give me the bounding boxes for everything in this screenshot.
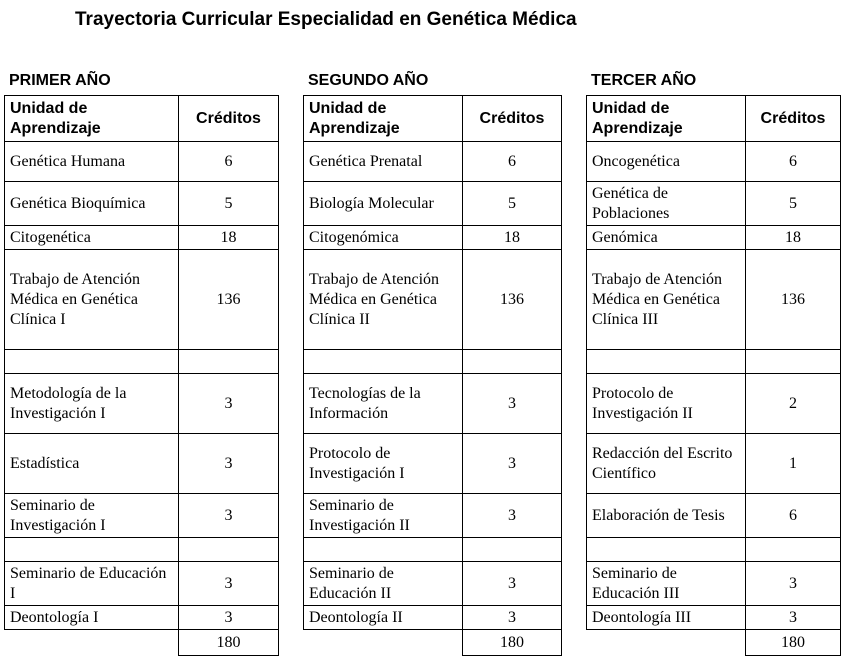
unit-cell: Deontología I — [5, 606, 179, 630]
table-row — [587, 350, 841, 374]
table-row — [5, 350, 279, 374]
credits-cell: 6 — [746, 142, 841, 182]
unit-cell — [304, 538, 463, 562]
table-row — [587, 538, 841, 562]
credits-cell: 1 — [746, 434, 841, 494]
unit-cell — [587, 538, 746, 562]
credits-cell: 6 — [746, 494, 841, 538]
table-row — [304, 494, 562, 538]
total-row — [304, 630, 562, 656]
unit-cell — [5, 350, 179, 374]
credits-cell: 3 — [746, 606, 841, 630]
curriculum-table-tercer — [586, 95, 841, 656]
table-row — [5, 606, 279, 630]
credits-cell: 3 — [746, 562, 841, 606]
year-heading-segundo: SEGUNDO AÑO — [308, 72, 429, 89]
credits-cell: 6 — [179, 142, 279, 182]
unit-cell: Metodología de la Investigación I — [5, 374, 179, 434]
unit-column-header: Unidad de Aprendizaje — [5, 96, 179, 142]
unit-cell: Protocolo de Investigación I — [304, 434, 463, 494]
table-header-row — [5, 96, 279, 142]
credits-cell: 3 — [179, 606, 279, 630]
document-title: Trayectoria Curricular Especialidad en Genética Médica — [75, 9, 577, 30]
total-credits-cell: 180 — [179, 630, 279, 656]
table-row — [5, 226, 279, 250]
table-row — [587, 182, 841, 226]
unit-cell: Citogenómica — [304, 226, 463, 250]
table-row — [304, 142, 562, 182]
credits-cell: 136 — [179, 250, 279, 350]
unit-cell: Trabajo de Atención Médica en Genética Clínica II — [304, 250, 463, 350]
table-row — [587, 142, 841, 182]
unit-cell: Genética de Poblaciones — [587, 182, 746, 226]
table-row — [304, 538, 562, 562]
credits-column-header: Créditos — [463, 96, 562, 142]
credits-cell — [179, 350, 279, 374]
unit-cell: Protocolo de Investigación II — [587, 374, 746, 434]
year-heading-tercer: TERCER AÑO — [591, 72, 697, 89]
empty-cell — [5, 630, 179, 656]
table-row — [587, 606, 841, 630]
table-row — [5, 142, 279, 182]
credits-cell — [746, 538, 841, 562]
unit-cell: Trabajo de Atención Médica en Genética Clínica III — [587, 250, 746, 350]
unit-cell: Citogenética — [5, 226, 179, 250]
credits-cell: 5 — [179, 182, 279, 226]
table-row — [5, 250, 279, 350]
table-row — [587, 562, 841, 606]
unit-cell: Genética Humana — [5, 142, 179, 182]
table-row — [5, 494, 279, 538]
curriculum-table-segundo — [303, 95, 562, 656]
table-row — [587, 494, 841, 538]
credits-cell: 5 — [463, 182, 562, 226]
table-header-row — [587, 96, 841, 142]
table-row — [304, 350, 562, 374]
credits-cell: 3 — [463, 374, 562, 434]
table-row — [304, 606, 562, 630]
credits-cell: 3 — [463, 606, 562, 630]
unit-cell: Elaboración de Tesis — [587, 494, 746, 538]
table-row — [587, 434, 841, 494]
total-credits-cell: 180 — [463, 630, 562, 656]
table-row — [304, 374, 562, 434]
credits-cell — [179, 538, 279, 562]
credits-cell: 3 — [179, 494, 279, 538]
credits-column-header: Créditos — [179, 96, 279, 142]
unit-cell: Estadística — [5, 434, 179, 494]
unit-cell: Seminario de Investigación II — [304, 494, 463, 538]
total-row — [5, 630, 279, 656]
unit-cell — [5, 538, 179, 562]
credits-cell: 3 — [463, 562, 562, 606]
credits-cell: 3 — [463, 434, 562, 494]
table-row — [304, 562, 562, 606]
unit-cell — [587, 350, 746, 374]
unit-cell: Seminario de Educación III — [587, 562, 746, 606]
unit-cell: Genética Prenatal — [304, 142, 463, 182]
credits-cell — [463, 538, 562, 562]
unit-cell: Tecnologías de la Información — [304, 374, 463, 434]
table-row — [5, 182, 279, 226]
table-row — [5, 562, 279, 606]
unit-cell: Deontología II — [304, 606, 463, 630]
empty-cell — [304, 630, 463, 656]
total-row — [587, 630, 841, 656]
unit-cell: Deontología III — [587, 606, 746, 630]
credits-cell: 3 — [463, 494, 562, 538]
table-row — [5, 538, 279, 562]
credits-cell: 18 — [179, 226, 279, 250]
credits-cell: 3 — [179, 562, 279, 606]
credits-cell: 136 — [746, 250, 841, 350]
table-row — [587, 374, 841, 434]
curriculum-table-primer — [4, 95, 279, 656]
credits-cell — [463, 350, 562, 374]
credits-cell — [746, 350, 841, 374]
credits-cell: 3 — [179, 434, 279, 494]
unit-cell: Seminario de Educación I — [5, 562, 179, 606]
table-row — [304, 250, 562, 350]
unit-column-header: Unidad de Aprendizaje — [587, 96, 746, 142]
unit-cell: Genética Bioquímica — [5, 182, 179, 226]
unit-cell: Biología Molecular — [304, 182, 463, 226]
credits-cell: 136 — [463, 250, 562, 350]
table-row — [304, 434, 562, 494]
table-row — [5, 434, 279, 494]
total-credits-cell: 180 — [746, 630, 841, 656]
table-row — [304, 182, 562, 226]
unit-column-header: Unidad de Aprendizaje — [304, 96, 463, 142]
credits-column-header: Créditos — [746, 96, 841, 142]
unit-cell: Genómica — [587, 226, 746, 250]
credits-cell: 6 — [463, 142, 562, 182]
table-row — [5, 374, 279, 434]
table-header-row — [304, 96, 562, 142]
unit-cell: Redacción del Escrito Científico — [587, 434, 746, 494]
unit-cell: Seminario de Educación II — [304, 562, 463, 606]
empty-cell — [587, 630, 746, 656]
credits-cell: 18 — [463, 226, 562, 250]
unit-cell: Oncogenética — [587, 142, 746, 182]
table-row — [587, 250, 841, 350]
table-row — [587, 226, 841, 250]
unit-cell: Trabajo de Atención Médica en Genética Clínica I — [5, 250, 179, 350]
unit-cell — [304, 350, 463, 374]
credits-cell: 18 — [746, 226, 841, 250]
table-row — [304, 226, 562, 250]
credits-cell: 5 — [746, 182, 841, 226]
credits-cell: 2 — [746, 374, 841, 434]
unit-cell: Seminario de Investigación I — [5, 494, 179, 538]
credits-cell: 3 — [179, 374, 279, 434]
year-heading-primer: PRIMER AÑO — [9, 72, 111, 89]
